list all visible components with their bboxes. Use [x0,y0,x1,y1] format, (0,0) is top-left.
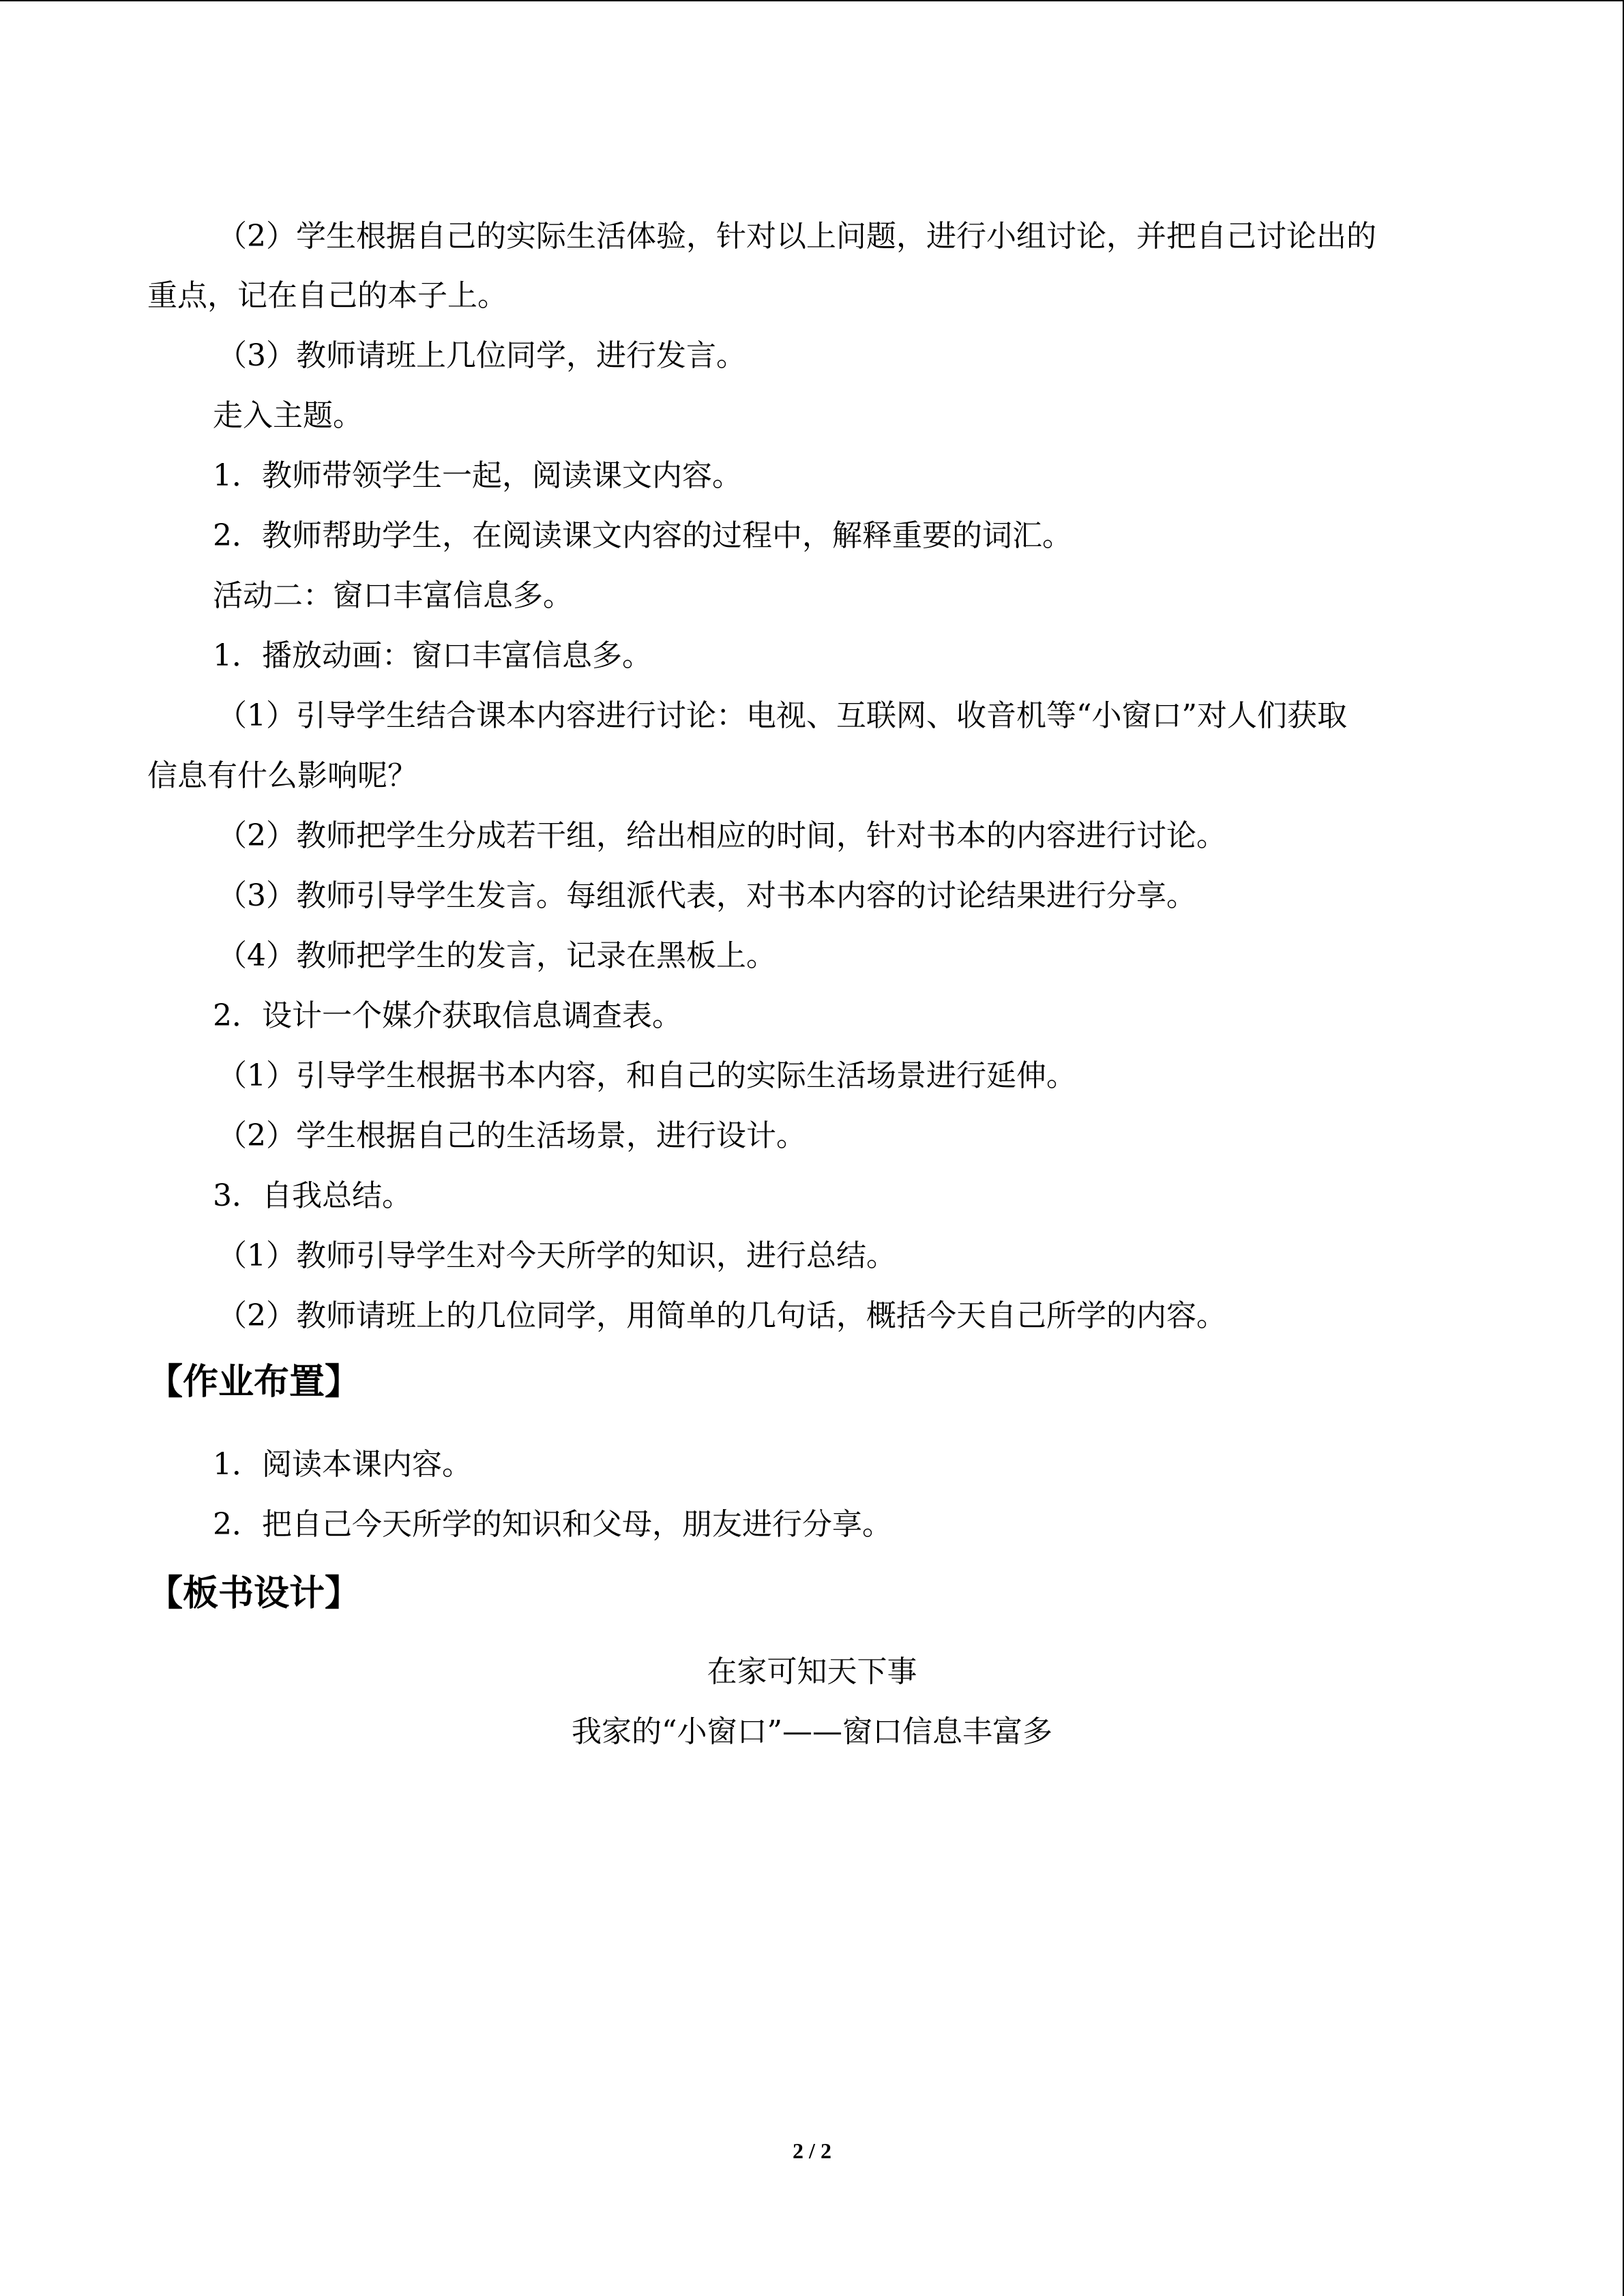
paragraph-line: 信息有什么影响呢？ [147,758,417,793]
paragraph-line: 1．教师带领学生一起，阅读课文内容。 [213,458,742,493]
paragraph-line: 3．自我总结。 [213,1178,412,1213]
paragraph-line: 活动二：窗口丰富信息多。 [213,578,573,613]
page-number: 2 / 2 [793,2138,831,2163]
paragraph-line: （1）教师引导学生对今天所学的知识，进行总结。 [217,1238,896,1273]
paragraph-line: 1．播放动画：窗口丰富信息多。 [213,638,652,673]
paragraph-line: 重点，记在自己的本子上。 [147,278,507,313]
paragraph-line: （1）引导学生根据书本内容，和自己的实际生活场景进行延伸。 [217,1058,1076,1093]
paragraph-line: 2．设计一个媒介获取信息调查表。 [213,998,682,1033]
paragraph-line: （3）教师引导学生发言。每组派代表，对书本内容的讨论结果进行分享。 [217,878,1196,913]
paragraph-line: （1）引导学生结合课本内容进行讨论：电视、互联网、收音机等“小窗口”对人们获取 [217,698,1347,733]
paragraph-line: （2）学生根据自己的生活场景，进行设计。 [217,1118,806,1153]
board-subtitle: 我家的“小窗口”——窗口信息丰富多 [572,1714,1052,1749]
board-title: 在家可知天下事 [707,1654,917,1689]
paragraph-line: 2．教师帮助学生，在阅读课文内容的过程中，解释重要的词汇。 [213,518,1072,553]
board-design-heading: 【板书设计】 [147,1573,361,1614]
homework-heading: 【作业布置】 [147,1362,361,1403]
paragraph-line: 走入主题。 [213,398,363,433]
paragraph-line: （2）学生根据自己的实际生活体验，针对以上问题，进行小组讨论，并把自己讨论出的 [217,219,1376,254]
paragraph-line: （3）教师请班上几位同学，进行发言。 [217,338,746,373]
homework-item: 2．把自己今天所学的知识和父母，朋友进行分享。 [213,1507,892,1542]
paragraph-line: （2）教师请班上的几位同学，用简单的几句话，概括今天自己所学的内容。 [217,1298,1226,1333]
paragraph-line: （2）教师把学生分成若干组，给出相应的时间，针对书本的内容进行讨论。 [217,818,1226,853]
paragraph-line: （4）教师把学生的发言，记录在黑板上。 [217,938,776,973]
homework-item: 1．阅读本课内容。 [213,1447,472,1482]
